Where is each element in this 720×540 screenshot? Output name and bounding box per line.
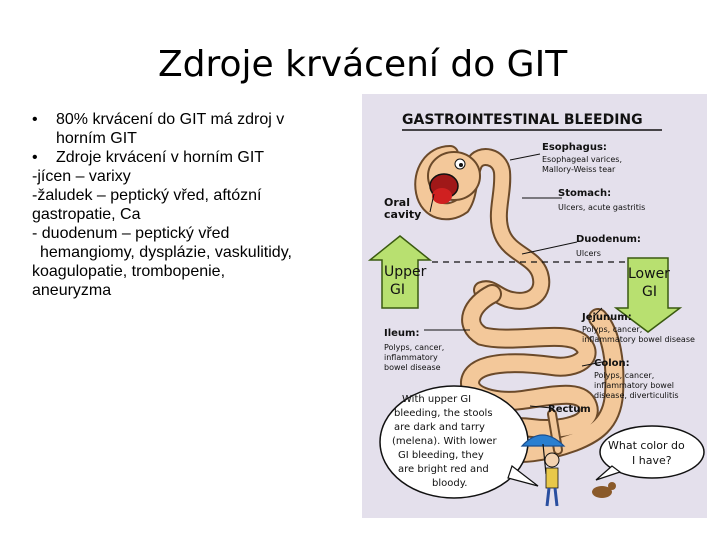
upper-gi-label: Upper <box>384 264 427 280</box>
jejunum-text: inflammatory bowel disease <box>582 335 695 344</box>
list-line: hemangiomy, dysplázie, vaskulitidy, <box>40 244 292 261</box>
dog-head <box>608 482 616 490</box>
pointer-duodenum <box>522 242 577 254</box>
ileum-text: bowel disease <box>384 363 441 372</box>
list-line: gastropatie, Ca <box>32 206 141 223</box>
bubble-line: With upper GI <box>402 394 472 405</box>
bullet-text-line: horním GIT <box>56 130 137 147</box>
slide-title: Zdroje krvácení do GIT <box>158 44 568 85</box>
gi-bleeding-illustration <box>362 94 707 518</box>
question-line: What color do <box>608 439 685 452</box>
ileum-text: inflammatory <box>384 353 438 362</box>
bubble-line: GI bleeding, they <box>398 450 484 461</box>
duodenum-text: Ulcers <box>576 249 601 258</box>
upper-gi-arrow-icon <box>370 236 430 308</box>
oral-cavity-label: cavity <box>384 208 422 221</box>
stomach-text: Ulcers, acute gastritis <box>558 203 646 212</box>
bubble-line: (melena). With lower <box>392 436 497 447</box>
ileum-text: Polyps, cancer, <box>384 343 445 352</box>
bubble-line: bloody. <box>432 478 468 489</box>
upper-gi-label: GI <box>390 282 405 298</box>
list-line: -jícen – varixy <box>32 168 131 185</box>
illustration-canvas <box>362 94 707 518</box>
esophagus-title: Esophagus: <box>542 142 607 153</box>
list-line: - duodenum – peptický vřed <box>32 225 230 242</box>
lower-gi-label: GI <box>642 284 657 300</box>
stomach-title: Stomach: <box>558 188 612 199</box>
person-body <box>546 468 558 488</box>
person-leg <box>555 488 557 506</box>
list-line: koagulopatie, trombopenie, <box>32 263 226 280</box>
esophagus-text: Esophageal varices, <box>542 155 623 164</box>
colon-text: inflammatory bowel <box>594 381 674 390</box>
question-speech-bubble <box>596 426 704 480</box>
bullet-marker: • <box>32 111 38 128</box>
jejunum-title: Jejunum: <box>582 312 632 323</box>
illustration-heading: GASTROINTESTINAL BLEEDING <box>402 112 643 128</box>
jejunum-text: Polyps, cancer, <box>582 325 643 334</box>
colon-title: Colon: <box>594 358 630 369</box>
tongue <box>432 188 452 204</box>
colon-text: Polyps, cancer, <box>594 371 655 380</box>
bubble-line: are bright red and <box>398 464 489 475</box>
bubble-line: are dark and tarry <box>394 422 485 433</box>
duodenum-title: Duodenum: <box>576 234 641 245</box>
ileum-title: Ileum: <box>384 328 420 339</box>
bullet-item <box>32 148 362 167</box>
bullet-marker: • <box>32 149 38 166</box>
rectum-label: Rectum <box>548 404 591 415</box>
lower-gi-label: Lower <box>628 266 670 282</box>
colon-text: disease, diverticulitis <box>594 391 679 400</box>
bullet-item <box>32 110 362 148</box>
pupil <box>459 163 463 167</box>
bullet-text-line: 80% krvácení do GIT má zdroj v <box>56 111 285 128</box>
person-head <box>545 453 559 467</box>
list-line: aneuryzma <box>32 282 112 299</box>
oral-cavity-label: Oral <box>384 196 410 209</box>
question-line: I have? <box>632 454 672 467</box>
person-leg <box>547 488 549 506</box>
bubble-line: bleeding, the stools <box>394 408 493 419</box>
list-line: -žaludek – peptický vřed, aftózní <box>32 187 262 204</box>
pointer-esophagus <box>510 154 540 160</box>
bullet-text-line: Zdroje krvácení v horním GIT <box>56 149 265 166</box>
slide-body <box>32 110 362 300</box>
esophagus-text: Mallory-Weiss tear <box>542 165 616 174</box>
bubble-tail <box>508 466 538 486</box>
